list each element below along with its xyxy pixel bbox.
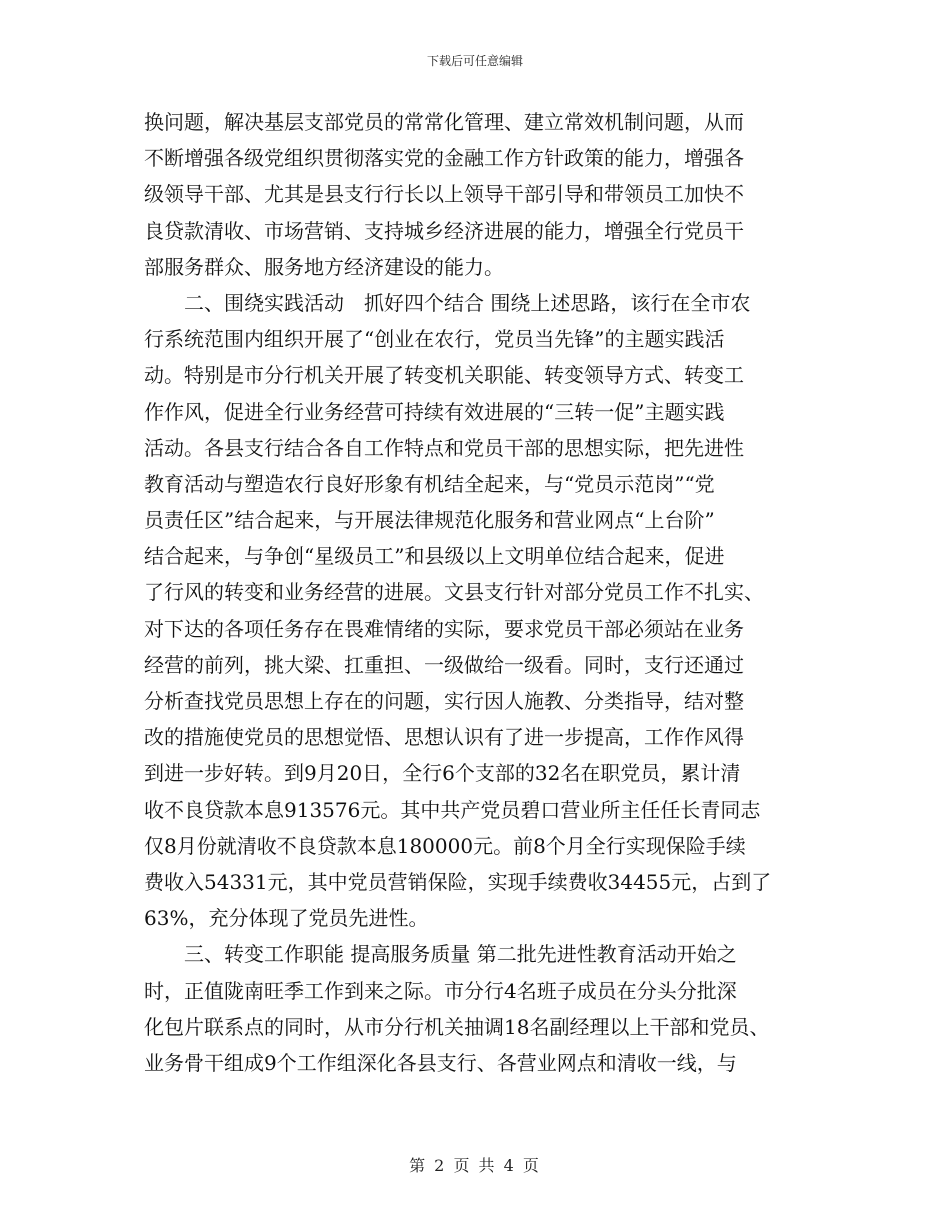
text-line: 作作风，促进全行业务经营可持续有效进展的“三转一促”主题实践 <box>144 399 725 424</box>
paragraph-start-line: 三、转变工作职能 提高服务质量 第二批先进性教育活动开始之 <box>184 942 737 967</box>
text-line: 级领导干部、尤其是县支行行长以上领导干部引导和带领员工加快不 <box>144 182 744 207</box>
text-line: 结合起来，与争创“星级员工”和县级以上文明单位结合起来，促进 <box>144 544 725 569</box>
text-line: 了行风的转变和业务经营的进展。文县支行针对部分党员工作不扎实、 <box>144 580 764 605</box>
text-line: 业务骨干组成9个工作组深化各县支行、各营业网点和清收一线，与 <box>144 1050 737 1075</box>
body-text <box>144 104 808 1081</box>
text-line: 不断增强各级党组织贯彻落实党的金融工作方针政策的能力，增强各 <box>144 146 744 171</box>
text-line: 换问题，解决基层支部党员的常常化管理、建立常效机制问题，从而 <box>144 110 744 134</box>
text-line: 仅8月份就清收不良贷款本息180000元。前8个月全行实现保险手续 <box>144 833 746 858</box>
text-line: 动。特别是市分行机关开展了转变机关职能、转变领导方式、转变工 <box>144 363 744 388</box>
text-line: 63%，充分体现了党员先进性。 <box>144 906 429 931</box>
text-line: 分析查找党员思想上存在的问题，实行因人施教、分类指导，结对整 <box>144 689 744 713</box>
text-line: 良贷款清收、市场营销、支持城乡经济进展的能力，增强全行党员干 <box>144 218 744 243</box>
paragraph-start-line: 二、围绕实践活动 抓好四个结合 围绕上述思路，该行在全市农 <box>184 290 751 315</box>
text-line: 费收入54331元，其中党员营销保险，实现手续费收34455元，占到了 <box>144 869 772 894</box>
text-line: 经营的前列，挑大梁、扛重担、一级做给一级看。同时，支行还通过 <box>144 652 744 677</box>
page-header-note: 下载后可任意编辑 <box>426 54 523 68</box>
text-line: 时，正值陇南旺季工作到来之际。市分行4名班子成员在分头分批深 <box>144 978 737 1003</box>
text-line: 活动。各县支行结合各自工作特点和党员干部的思想实际，把先进性 <box>144 435 744 460</box>
text-line: 改的措施使党员的思想觉悟、思想认识有了进一步提高，工作作风得 <box>144 725 744 750</box>
text-line: 教育活动与塑造农行良好形象有机结全起来，与“党员示范岗”“党 <box>144 471 715 496</box>
text-line: 部服务群众、服务地方经济建设的能力。 <box>144 254 504 279</box>
text-line: 对下达的各项任务存在畏难情绪的实际，要求党员干部必须站在业务 <box>144 616 744 641</box>
text-line: 化包片联系点的同时，从市分行机关抽调18名副经理以上干部和党员、 <box>144 1014 770 1039</box>
text-line: 到进一步好转。到9月20日，全行6个支部的32名在职党员，累计清 <box>144 761 741 786</box>
text-line: 收不良贷款本息913576元。其中共产党员碧口营业所主任任长青同志 <box>144 797 761 822</box>
text-line: 行系统范围内组织开展了“创业在农行，党员当先锋”的主题实践活 <box>144 327 725 352</box>
text-line: 员责任区”结合起来，与开展法律规范化服务和营业网点“上台阶” <box>144 508 715 533</box>
page-number-footer: 第 2 页 共 4 页 <box>409 1156 541 1175</box>
